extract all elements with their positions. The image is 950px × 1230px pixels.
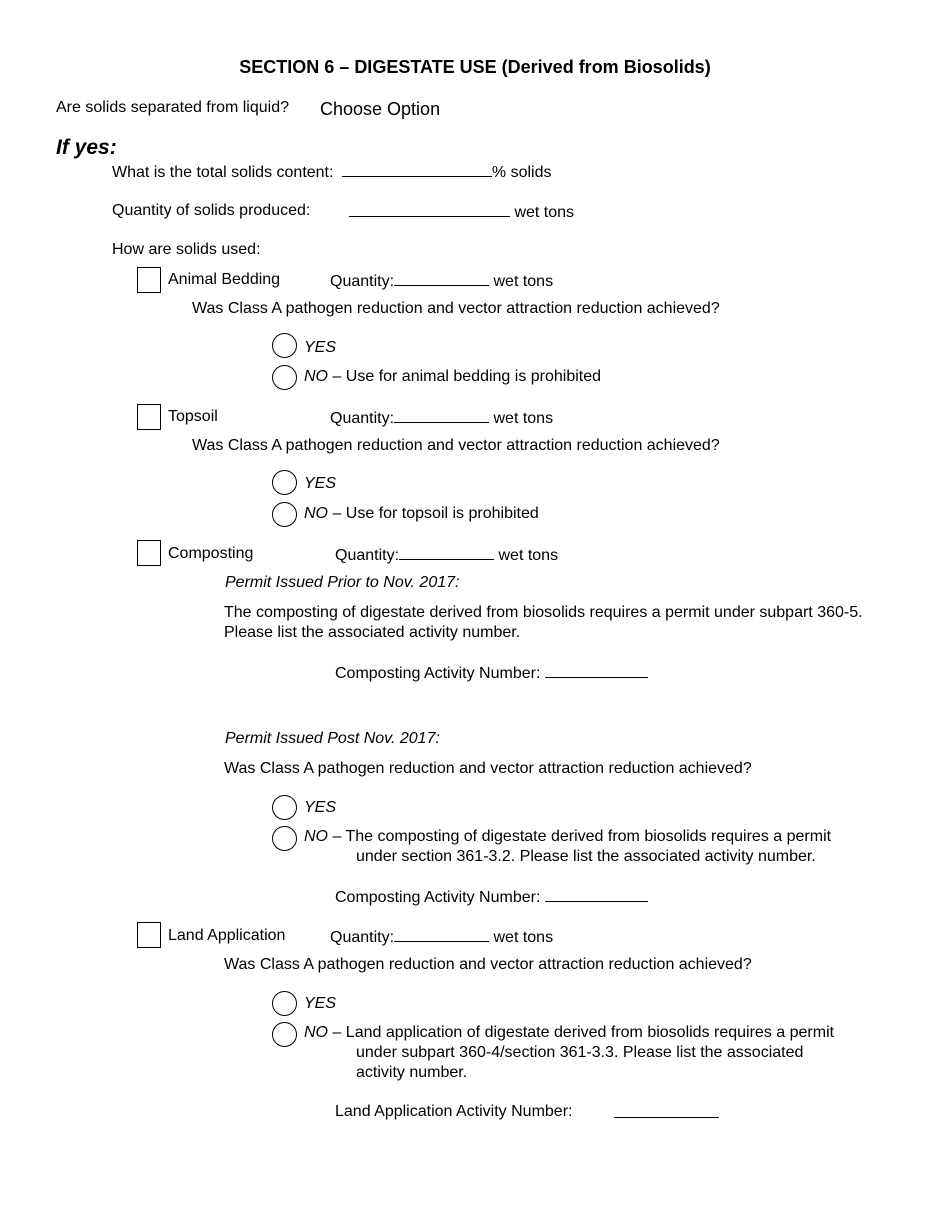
- land-application-yes-radio[interactable]: [272, 991, 297, 1016]
- land-application-no-text-line2: under subpart 360-4/section 361-3.3. Please list the associated: [356, 1044, 804, 1061]
- topsoil-quantity-input[interactable]: [394, 407, 489, 423]
- composting-quantity-row: [335, 544, 558, 566]
- composting-no-text-line1: – The composting of digestate derived from biosolids requires a permit: [328, 828, 832, 845]
- quantity-produced-unit: wet tons: [514, 204, 575, 221]
- composting-prior-paragraph: The composting of digestate derived from biosolids requires a permit under subpart 360-5. Please list the associated activity number.: [224, 604, 863, 641]
- composting-no-text-line2: under section 361-3.2. Please list the associated activity number.: [356, 848, 816, 865]
- animal-bedding-checkbox[interactable]: [137, 267, 161, 293]
- quantity-label: Quantity:: [330, 410, 395, 427]
- topsoil-no-text: – Use for topsoil is prohibited: [328, 505, 539, 522]
- land-application-activity-input[interactable]: [614, 1102, 719, 1118]
- topsoil-class-a-question: Was Class A pathogen reduction and vector attraction reduction achieved?: [192, 437, 720, 454]
- quantity-unit: wet tons: [493, 929, 554, 946]
- topsoil-no-radio[interactable]: [272, 502, 297, 527]
- animal-bedding-no-radio[interactable]: [272, 365, 297, 390]
- if-yes-heading: If yes:: [56, 136, 117, 159]
- animal-bedding-quantity-row: [330, 270, 553, 292]
- topsoil-yes-radio[interactable]: [272, 470, 297, 495]
- composting-class-a-question: Was Class A pathogen reduction and vector attraction reduction achieved?: [224, 760, 752, 777]
- animal-bedding-no-row: [304, 367, 601, 387]
- topsoil-checkbox[interactable]: [137, 404, 161, 430]
- land-application-no-text-line3: activity number.: [356, 1064, 468, 1081]
- animal-bedding-quantity-input[interactable]: [394, 270, 489, 286]
- land-application-checkbox[interactable]: [137, 922, 161, 948]
- land-application-label: Land Application: [168, 927, 286, 944]
- land-application-no-row: [304, 1023, 834, 1043]
- quantity-unit: wet tons: [498, 547, 559, 564]
- quantity-produced-row: [349, 201, 574, 223]
- how-used-label: How are solids used:: [112, 241, 261, 258]
- quantity-label: Quantity:: [330, 929, 395, 946]
- topsoil-yes-label: YES: [304, 475, 337, 492]
- land-application-class-a-question: Was Class A pathogen reduction and vector attraction reduction achieved?: [224, 956, 752, 973]
- section-title: SECTION 6 – DIGESTATE USE (Derived from Biosolids): [239, 57, 711, 77]
- composting-prior-heading: Permit Issued Prior to Nov. 2017:: [225, 574, 460, 591]
- composting-quantity-input[interactable]: [399, 544, 494, 560]
- animal-bedding-no-text: – Use for animal bedding is prohibited: [328, 368, 602, 385]
- quantity-unit: wet tons: [493, 410, 554, 427]
- land-application-no-label: NO: [304, 1024, 328, 1041]
- composting-no-radio[interactable]: [272, 826, 297, 851]
- separation-question: Are solids separated from liquid?: [56, 99, 290, 116]
- total-solids-input[interactable]: [342, 161, 492, 177]
- quantity-label: Quantity:: [335, 547, 400, 564]
- land-application-activity-label: Land Application Activity Number:: [335, 1103, 573, 1120]
- animal-bedding-label: Animal Bedding: [168, 271, 281, 288]
- composting-no-label: NO: [304, 828, 328, 845]
- topsoil-quantity-row: [330, 407, 553, 429]
- total-solids-row: [112, 161, 551, 183]
- quantity-produced-input[interactable]: [349, 201, 510, 217]
- total-solids-label: What is the total solids content:: [112, 164, 334, 181]
- topsoil-no-label: NO: [304, 505, 328, 522]
- composting-activity-label: Composting Activity Number:: [335, 665, 541, 682]
- composting-checkbox[interactable]: [137, 540, 161, 566]
- separation-select[interactable]: Choose Option: [320, 99, 441, 119]
- land-application-quantity-input[interactable]: [394, 926, 489, 942]
- land-application-activity-row: [614, 1102, 719, 1124]
- animal-bedding-no-label: NO: [304, 368, 328, 385]
- composting-yes-radio[interactable]: [272, 795, 297, 820]
- land-application-yes-label: YES: [304, 995, 337, 1012]
- topsoil-label: Topsoil: [168, 408, 218, 425]
- composting-label: Composting: [168, 545, 254, 562]
- composting-activity-input-1[interactable]: [545, 662, 648, 678]
- animal-bedding-yes-radio[interactable]: [272, 333, 297, 358]
- composting-activity-row-1: [335, 662, 648, 684]
- composting-post-heading: Permit Issued Post Nov. 2017:: [225, 730, 440, 747]
- land-application-no-text-line1: – Land application of digestate derived from biosolids requires a permit: [328, 1024, 835, 1041]
- animal-bedding-yes-label: YES: [304, 339, 337, 356]
- composting-no-row: [304, 827, 831, 847]
- composting-activity-row-2: [335, 886, 648, 908]
- quantity-label: Quantity:: [330, 273, 395, 290]
- topsoil-no-row: [304, 504, 539, 524]
- animal-bedding-class-a-question: Was Class A pathogen reduction and vector attraction reduction achieved?: [192, 300, 720, 317]
- composting-yes-label: YES: [304, 799, 337, 816]
- quantity-unit: wet tons: [493, 273, 554, 290]
- total-solids-unit: % solids: [491, 164, 552, 181]
- composting-activity-label: Composting Activity Number:: [335, 889, 541, 906]
- land-application-quantity-row: [330, 926, 553, 948]
- land-application-no-radio[interactable]: [272, 1022, 297, 1047]
- composting-activity-input-2[interactable]: [545, 886, 648, 902]
- quantity-produced-label: Quantity of solids produced:: [112, 202, 311, 219]
